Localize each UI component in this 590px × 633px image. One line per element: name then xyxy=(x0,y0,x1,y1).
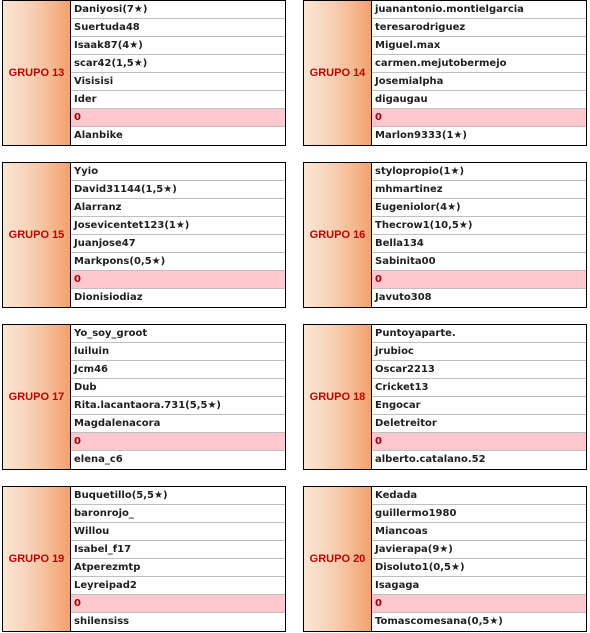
member-cell[interactable]: Miancoas xyxy=(372,523,586,541)
member-cell[interactable]: Deletreitor xyxy=(372,415,586,433)
member-cell[interactable]: Bella134 xyxy=(372,235,586,253)
group-card xyxy=(303,324,587,470)
group-card xyxy=(2,324,286,470)
member-list xyxy=(372,1,586,145)
member-cell[interactable]: Yo_soy_groot xyxy=(71,325,285,343)
member-cell[interactable]: teresarodriguez xyxy=(372,19,586,37)
empty-slot-cell[interactable]: 0 xyxy=(372,271,586,289)
member-cell[interactable]: mhmartinez xyxy=(372,181,586,199)
empty-slot-cell[interactable]: 0 xyxy=(71,433,285,451)
member-cell[interactable]: Engocar xyxy=(372,397,586,415)
member-cell[interactable]: baronrojo_ xyxy=(71,505,285,523)
member-cell[interactable]: Javierapa(9★) xyxy=(372,541,586,559)
member-list xyxy=(71,325,285,469)
member-cell[interactable]: carmen.mejutobermejo xyxy=(372,55,586,73)
member-cell[interactable]: Thecrow1(10,5★) xyxy=(372,217,586,235)
member-cell[interactable]: Isabel_f17 xyxy=(71,541,285,559)
member-cell[interactable]: Kedada xyxy=(372,487,586,505)
member-cell[interactable]: Ider xyxy=(71,91,285,109)
empty-slot-cell[interactable]: 0 xyxy=(71,595,285,613)
member-list xyxy=(372,487,586,631)
member-list xyxy=(372,325,586,469)
member-cell[interactable]: Magdalenacora xyxy=(71,415,285,433)
member-list xyxy=(372,163,586,307)
member-cell[interactable]: Oscar2213 xyxy=(372,361,586,379)
member-cell[interactable]: Tomascomesana(0,5★) xyxy=(375,616,503,627)
member-cell[interactable]: Leyreipad2 xyxy=(71,577,285,595)
group-card xyxy=(2,486,286,632)
member-cell[interactable]: Dub xyxy=(71,379,285,397)
member-cell[interactable]: Daniyosi(7★) xyxy=(71,1,285,19)
member-cell[interactable]: alberto.catalano.52 xyxy=(375,454,486,465)
member-cell[interactable]: luiluin xyxy=(71,343,285,361)
group-label: GRUPO 15 xyxy=(3,163,71,307)
member-cell[interactable]: Rita.lacantaora.731(5,5★) xyxy=(71,397,285,415)
empty-slot-cell[interactable]: 0 xyxy=(372,109,586,127)
member-cell[interactable]: Josemialpha xyxy=(372,73,586,91)
member-cell[interactable]: scar42(1,5★) xyxy=(71,55,285,73)
member-cell[interactable]: Sabinita00 xyxy=(372,253,586,271)
member-cell[interactable]: Cricket13 xyxy=(372,379,586,397)
group-card xyxy=(2,162,286,308)
member-cell[interactable]: guillermo1980 xyxy=(372,505,586,523)
member-cell[interactable]: Markpons(0,5★) xyxy=(71,253,285,271)
member-cell[interactable]: Eugeniolor(4★) xyxy=(372,199,586,217)
empty-slot-cell[interactable]: 0 xyxy=(71,109,285,127)
group-card xyxy=(303,162,587,308)
empty-slot-cell[interactable]: 0 xyxy=(71,271,285,289)
group-label: GRUPO 20 xyxy=(304,487,372,631)
member-list xyxy=(71,487,285,631)
member-cell[interactable]: Josevicentet123(1★) xyxy=(71,217,285,235)
group-label: GRUPO 14 xyxy=(304,1,372,145)
member-cell[interactable]: Visisisi xyxy=(71,73,285,91)
member-cell[interactable]: David31144(1,5★) xyxy=(71,181,285,199)
empty-slot-cell[interactable]: 0 xyxy=(372,433,586,451)
member-list xyxy=(71,1,285,145)
member-cell[interactable]: stylopropio(1★) xyxy=(372,163,586,181)
group-label: GRUPO 16 xyxy=(304,163,372,307)
member-cell[interactable]: Javuto308 xyxy=(375,292,432,303)
member-cell[interactable]: elena_c6 xyxy=(74,454,123,465)
member-cell[interactable]: Disoluto1(0,5★) xyxy=(372,559,586,577)
member-cell[interactable]: Isagaga xyxy=(372,577,586,595)
member-cell[interactable]: Juanjose47 xyxy=(71,235,285,253)
member-cell[interactable]: Marlon9333(1★) xyxy=(375,130,467,141)
member-cell[interactable]: Miguel.max xyxy=(372,37,586,55)
group-label: GRUPO 17 xyxy=(3,325,71,469)
member-cell[interactable]: jrubioc xyxy=(372,343,586,361)
member-cell[interactable]: Yyio xyxy=(71,163,285,181)
empty-slot-cell[interactable]: 0 xyxy=(372,595,586,613)
member-cell[interactable]: Jcm46 xyxy=(71,361,285,379)
member-cell[interactable]: Suertuda48 xyxy=(71,19,285,37)
group-card xyxy=(303,486,587,632)
member-cell[interactable]: Alanbike xyxy=(74,130,123,141)
member-cell[interactable]: Atperezmtp xyxy=(71,559,285,577)
member-cell[interactable]: juanantonio.montielgarcia xyxy=(372,1,586,19)
member-cell[interactable]: Buquetillo(5,5★) xyxy=(71,487,285,505)
member-cell[interactable]: Willou xyxy=(71,523,285,541)
member-cell[interactable]: digaugau xyxy=(372,91,586,109)
group-label: GRUPO 18 xyxy=(304,325,372,469)
member-cell[interactable]: shilensiss xyxy=(74,616,130,627)
group-card xyxy=(303,0,587,146)
member-list xyxy=(71,163,285,307)
member-cell[interactable]: Alarranz xyxy=(71,199,285,217)
member-cell[interactable]: Dionisiodiaz xyxy=(74,292,143,303)
group-label: GRUPO 19 xyxy=(3,487,71,631)
member-cell[interactable]: Isaak87(4★) xyxy=(71,37,285,55)
group-label: GRUPO 13 xyxy=(3,1,71,145)
member-cell[interactable]: Puntoyaparte. xyxy=(372,325,586,343)
group-card xyxy=(2,0,286,146)
